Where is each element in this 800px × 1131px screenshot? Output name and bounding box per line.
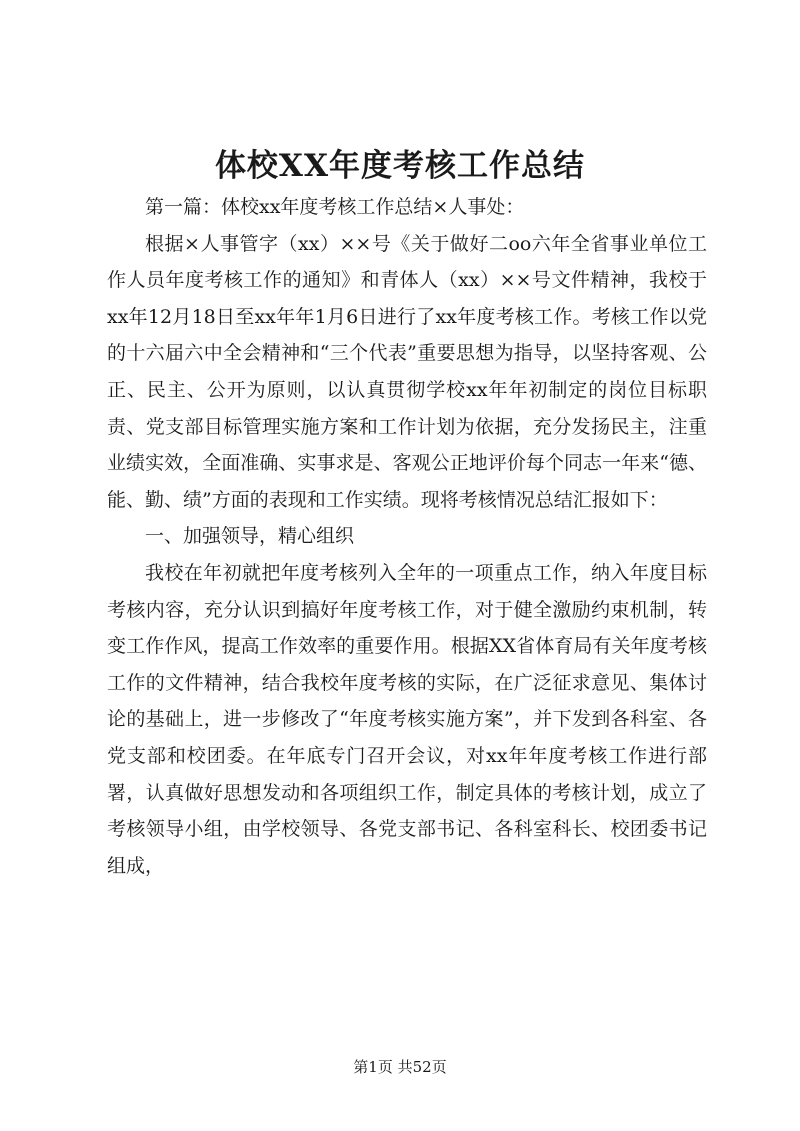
paragraph-heading: 第一篇：体校xx年度考核工作总结×人事处： bbox=[145, 196, 525, 218]
section-heading: 一、加强领导，精心组织 bbox=[145, 525, 355, 548]
page-footer: 第1页 共52页 bbox=[353, 1058, 447, 1076]
document-title: 体校XX年度考核工作总结 bbox=[214, 148, 586, 184]
document-body bbox=[107, 189, 707, 884]
paragraph: 我校在年初就把年度考核列入全年的一项重点工作，纳入年度目标考核内容，充分认识到搞好年度考核工作，对于健全激励约束机制，转变工作作风，提高工作效率的重要作用。根据XX省体育局有关年度考核工作的文件精神，结合我校年度考核的实际，在广泛征求意见、集体讨论的基础上，进一步修改了“年度考核实施方案”，并下发到各科室、各党支部和校团委。在年底专门召开会议，对xx年年度考核工作进行部署，认真做好思想发动和各项组织工作，制定具体的考核计划，成立了考核领导小组，由学校领导、各党支部书记、各科室科长、校团委书记组成， bbox=[107, 561, 707, 877]
paragraph: 根据×人事管字（xx）××号《关于做好二oo六年全省事业单位工作人员年度考核工作的通知》和青体人（xx）××号文件精神，我校于xx年12月18日至xx年年1月6日进行了xx年度考核工作。考核工作以党的十六届六中全会精神和“三个代表”重要思想为指导，以坚持客观、公正、民主、公开为原则，以认真贯彻学校xx年年初制定的岗位目标职责、党支部目标管理实施方案和工作计划为依据，充分发扬民主，注重业绩实效，全面准确、实事求是、客观公正地评价每个同志一年来“德、能、勤、绩”方面的表现和工作实绩。现将考核情况总结汇报如下： bbox=[107, 232, 707, 511]
